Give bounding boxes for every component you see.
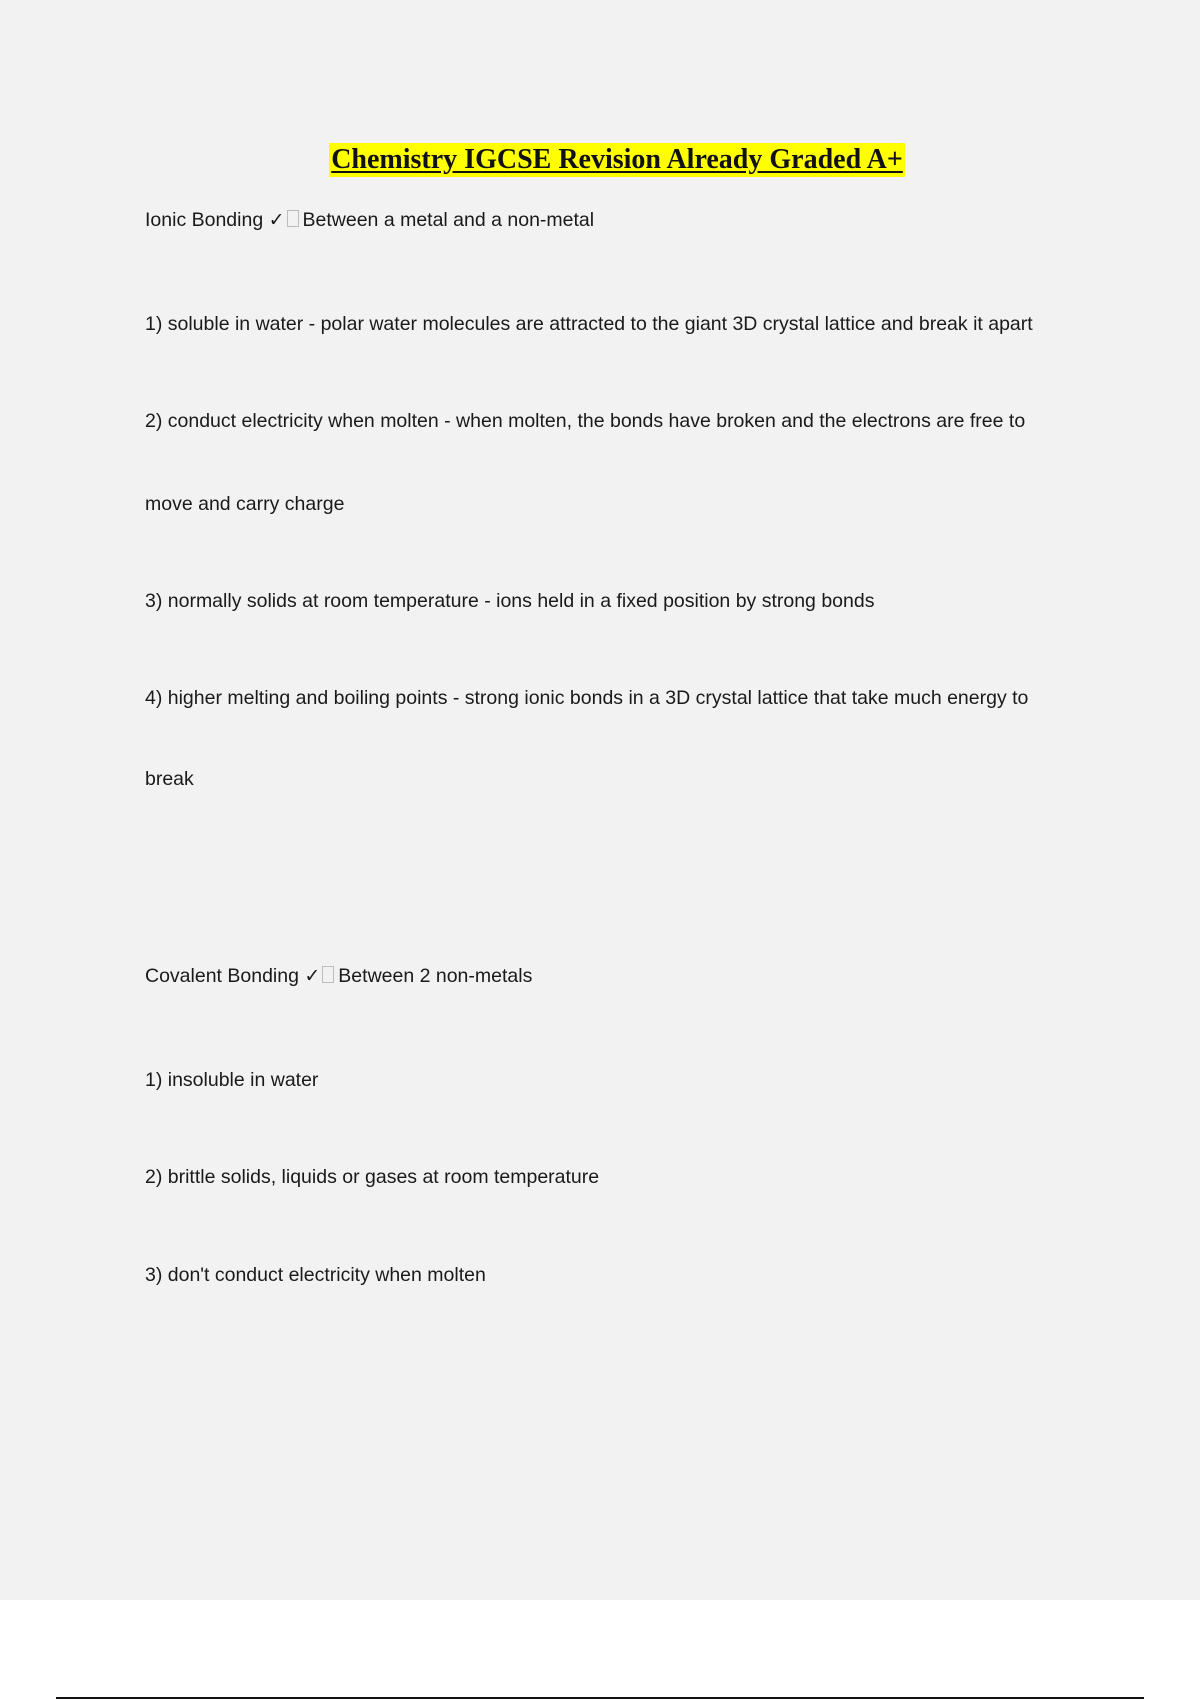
checkmark-icon: ✓ (268, 209, 285, 231)
page-title: Chemistry IGCSE Revision Already Graded A+ (331, 144, 903, 175)
ionic-point-3: 3) normally solids at room temperature - ions held in a fixed position by strong bonds (145, 590, 875, 612)
ionic-point-2-continued: move and carry charge (145, 493, 345, 515)
missing-glyph-box-icon (322, 966, 334, 983)
ionic-point-4: 4) higher melting and boiling points - strong ionic bonds in a 3D crystal lattice that take much energy to (145, 687, 1029, 709)
ionic-heading-label: Ionic Bonding (145, 209, 269, 231)
checkmark-icon: ✓ (304, 965, 321, 987)
ionic-point-1: 1) soluble in water - polar water molecules are attracted to the giant 3D crystal lattice and break it apart (145, 313, 1033, 335)
ionic-heading-definition: Between a metal and a non-metal (302, 209, 595, 231)
ionic-bonding-heading (145, 208, 594, 232)
covalent-point-2: 2) brittle solids, liquids or gases at room temperature (145, 1166, 600, 1188)
title-container (0, 143, 1200, 177)
covalent-heading-definition: Between 2 non-metals (338, 965, 533, 987)
page-footer-area (0, 1600, 1200, 1700)
covalent-point-3: 3) don't conduct electricity when molten (145, 1264, 486, 1286)
covalent-heading-label: Covalent Bonding (145, 965, 305, 987)
ionic-point-2: 2) conduct electricity when molten - when molten, the bonds have broken and the electrons are free to (145, 410, 1026, 432)
missing-glyph-box-icon (287, 210, 299, 227)
footer-divider (56, 1697, 1144, 1699)
covalent-point-1: 1) insoluble in water (145, 1069, 319, 1091)
ionic-point-4-continued: break (145, 768, 194, 790)
covalent-bonding-heading (145, 964, 532, 988)
